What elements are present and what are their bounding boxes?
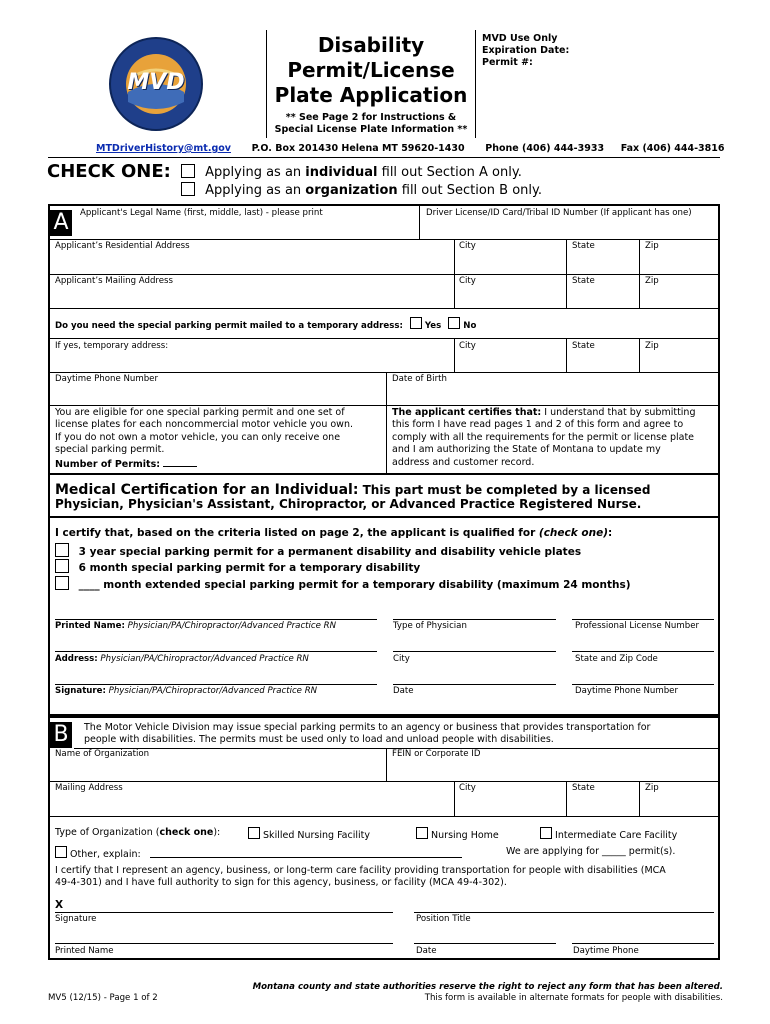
organization-pre: Applying as an (205, 183, 306, 198)
physician-address (55, 654, 309, 664)
temp-city-label: City (459, 341, 476, 351)
alternate-formats-note: This form is available in alternate formats for people with disabilities. (424, 993, 723, 1003)
certifies-line-2: this form I have read pages 1 and 2 of this form and agree to (392, 419, 684, 431)
fein-label: FEIN or Corporate ID (392, 749, 481, 759)
org-zip-label: Zip (645, 783, 659, 793)
temp-yes-checkbox[interactable] (410, 317, 422, 329)
permanent-permit-checkbox[interactable] (55, 543, 69, 557)
temp-address-question (55, 317, 476, 331)
use-only-label: MVD Use Only (482, 33, 558, 44)
org-phone-line[interactable] (572, 943, 714, 944)
note-line-1: ** See Page 2 for Instructions & (285, 112, 457, 123)
other-checkbox[interactable] (55, 846, 67, 858)
mailing-address-text: P.O. Box 201430 Helena MT 59620-1430 (251, 143, 465, 154)
certify-pre: I certify that, based on the criteria listed on page 2, the applicant is qualified for (55, 527, 539, 539)
nursing-home-option[interactable] (416, 827, 499, 841)
mvd-logo (108, 36, 204, 132)
res-zip-label: Zip (645, 241, 659, 251)
option-1-text: 3 year special parking permit for a permanent disability and disability vehicle plates (78, 546, 582, 558)
temp-zip-label: Zip (645, 341, 659, 351)
organization-option[interactable] (181, 182, 542, 198)
org-signature-line[interactable] (55, 912, 393, 913)
medical-heading (55, 479, 650, 498)
position-title-line[interactable] (414, 912, 714, 913)
org-mailing-address-label: Mailing Address (55, 783, 123, 793)
instructions-note (267, 112, 475, 136)
dob-label: Date of Birth (392, 374, 447, 384)
certifies-line-1: I understand that by submitting (541, 407, 696, 418)
check-one-label: CHECK ONE: (47, 161, 171, 182)
individual-checkbox[interactable] (181, 164, 195, 178)
temp-no-label: No (463, 321, 477, 331)
email-link[interactable]: MTDriverHistory@mt.gov (96, 143, 231, 154)
intro-line-1: The Motor Vehicle Division may issue special parking permits to an agency or business that provides transportation for (84, 722, 651, 733)
temp-no-checkbox[interactable] (448, 317, 460, 329)
individual-pre: Applying as an (205, 165, 306, 180)
type-of-physician-label: Type of Physician (393, 621, 467, 631)
temp-question-text: Do you need the special parking permit mailed to a temporary address: (55, 321, 403, 331)
num-permits-label: Number of Permits: (55, 458, 161, 470)
eligible-line-4: special parking permit. (55, 444, 165, 456)
individual-post: fill out Section A only. (377, 165, 522, 180)
section-b-intro (84, 722, 650, 747)
form-title (267, 33, 475, 108)
certify-post: : (608, 527, 613, 539)
title-line-3: Plate Application (274, 83, 468, 107)
legal-name-label: Applicant's Legal Name (first, middle, last) - please print (80, 208, 323, 218)
other-option[interactable] (55, 846, 141, 860)
mailing-address-label: Applicant’s Mailing Address (55, 276, 174, 286)
printed-name-italic: Physician/PA/Chiropractor/Advanced Practice RN (124, 621, 337, 631)
phone-text: Phone (406) 444-3933 (485, 143, 605, 154)
mail-state-label: State (572, 276, 595, 286)
nursing-home-label: Nursing Home (431, 830, 499, 841)
org-certify-text (55, 865, 666, 890)
address-bold: Address: (55, 654, 98, 664)
printed-name-bold: Printed Name: (55, 621, 125, 631)
altered-warning: Montana county and state authorities reserve the right to reject any form that has been altered. (252, 982, 723, 992)
org-date-line[interactable] (414, 943, 556, 944)
fax-text: Fax (406) 444-3816 (620, 143, 725, 154)
org-phone-label: Daytime Phone (573, 946, 639, 956)
contact-line (96, 143, 725, 154)
org-type-post: ): (213, 827, 221, 838)
mail-zip-label: Zip (645, 276, 659, 286)
expiration-date-label: Expiration Date: (482, 45, 570, 56)
org-type-bold: check one (159, 827, 214, 838)
physician-phone-label: Daytime Phone Number (575, 686, 678, 696)
org-date-label: Date (416, 946, 437, 956)
qualify-statement (55, 527, 612, 539)
qualify-option-1[interactable] (55, 543, 581, 558)
license-id-label: Driver License/ID Card/Tribal ID Number (If applicant has one) (426, 208, 692, 218)
org-printed-name-line[interactable] (55, 943, 393, 944)
title-line-1: Disability (317, 33, 425, 57)
x-mark: X (55, 899, 64, 911)
res-state-label: State (572, 241, 595, 251)
eligibility-text (55, 407, 353, 471)
residential-address-label: Applicant’s Residential Address (55, 241, 190, 251)
org-type-row (55, 827, 220, 838)
org-certify-line-2: 49-4-301) and I have full authority to sign for this agency, business, or facility (MCA 49-4-302). (55, 877, 507, 889)
physician-date-label: Date (393, 686, 414, 696)
note-line-2: Special License Plate Information ** (274, 124, 468, 135)
org-name-label: Name of Organization (55, 749, 150, 759)
snf-label: Skilled Nursing Facility (263, 830, 370, 841)
qualify-option-2[interactable] (55, 559, 420, 574)
six-month-permit-checkbox[interactable] (55, 559, 69, 573)
org-state-label: State (572, 783, 595, 793)
section-b-letter: B (50, 722, 72, 748)
certifies-line-5: address and customer record. (392, 456, 535, 468)
medical-heading-line-2: Physician, Physician's Assistant, Chiropractor, or Advanced Practice Registered Nurse. (55, 497, 642, 511)
intro-line-2: people with disabilities. The permits must be used only to load and unload people with disabilities. (84, 734, 554, 746)
mail-city-label: City (459, 276, 476, 286)
extended-permit-checkbox[interactable] (55, 576, 69, 590)
address-italic: Physician/PA/Chiropractor/Advanced Practice RN (97, 654, 309, 664)
individual-bold: individual (305, 165, 378, 180)
permit-number-label: Permit #: (482, 57, 533, 68)
daytime-phone-label: Daytime Phone Number (55, 374, 158, 384)
icf-label: Intermediate Care Facility (555, 830, 678, 841)
organization-checkbox[interactable] (181, 182, 195, 196)
org-signature-label: Signature (55, 914, 97, 924)
physician-state-zip-label: State and Zip Code (575, 654, 658, 664)
applying-for-text: We are applying for _____ permit(s). (506, 846, 676, 857)
num-permits-field[interactable] (163, 457, 197, 467)
medical-heading-rest: This part must be completed by a licensed (358, 483, 651, 497)
org-certify-line-1: I certify that I represent an agency, business, or long-term care facility providing transportation for people with disabilities (MCA (55, 865, 666, 876)
medical-heading-main: Medical Certification for an Individual: (55, 482, 359, 498)
position-title-label: Position Title (416, 914, 471, 924)
icf-checkbox[interactable] (540, 827, 552, 839)
printed-name-physician (55, 621, 336, 631)
other-explain-field[interactable] (150, 857, 462, 858)
qualify-option-3[interactable] (55, 576, 631, 591)
eligible-line-1: You are eligible for one special parking permit and one set of (55, 407, 345, 418)
org-city-label: City (459, 783, 476, 793)
signature-bold: Signature: (55, 686, 106, 696)
title-line-2: Permit/License (287, 58, 455, 82)
icf-option[interactable] (540, 827, 677, 841)
form-id: MV5 (12/15) - Page 1 of 2 (48, 993, 158, 1003)
logo-center-text: MVD (127, 70, 185, 95)
organization-post: fill out Section B only. (397, 183, 542, 198)
option-2-text: 6 month special parking permit for a temporary disability (78, 562, 421, 574)
organization-bold: organization (305, 183, 398, 198)
section-a-letter: A (50, 210, 72, 236)
individual-option[interactable] (181, 164, 522, 180)
certifies-bold: The applicant certifies that: (392, 407, 542, 418)
other-label: Other, explain: (70, 849, 141, 860)
eligible-line-3: If you do not own a motor vehicle, you can only receive one (55, 431, 341, 443)
nursing-home-checkbox[interactable] (416, 827, 428, 839)
res-city-label: City (459, 241, 476, 251)
certifies-line-4: and I am authorizing the State of Montana to update my (392, 444, 661, 456)
org-printed-name-label: Printed Name (55, 946, 114, 956)
license-number-label: Professional License Number (575, 621, 700, 631)
certifies-line-3: comply with all the requirements for the permit or license plate (392, 431, 695, 443)
org-type-pre: Type of Organization ( (55, 827, 160, 838)
certification-text (392, 407, 695, 469)
physician-signature (55, 686, 317, 696)
snf-checkbox[interactable] (248, 827, 260, 839)
months-blank[interactable]: ____ (78, 579, 100, 591)
snf-option[interactable] (248, 827, 370, 841)
temp-address-label: If yes, temporary address: (55, 341, 169, 351)
option-3-text: month extended special parking permit for a temporary disability (maximum 24 months) (99, 579, 631, 591)
eligible-line-2: license plates for each noncommercial motor vehicle you own. (55, 419, 353, 431)
temp-state-label: State (572, 341, 595, 351)
temp-yes-label: Yes (424, 321, 442, 331)
signature-italic: Physician/PA/Chiropractor/Advanced Practice RN (105, 686, 318, 696)
mvd-use-only (482, 33, 569, 69)
physician-city-label: City (393, 654, 410, 664)
certify-italic: (check one) (538, 527, 608, 539)
